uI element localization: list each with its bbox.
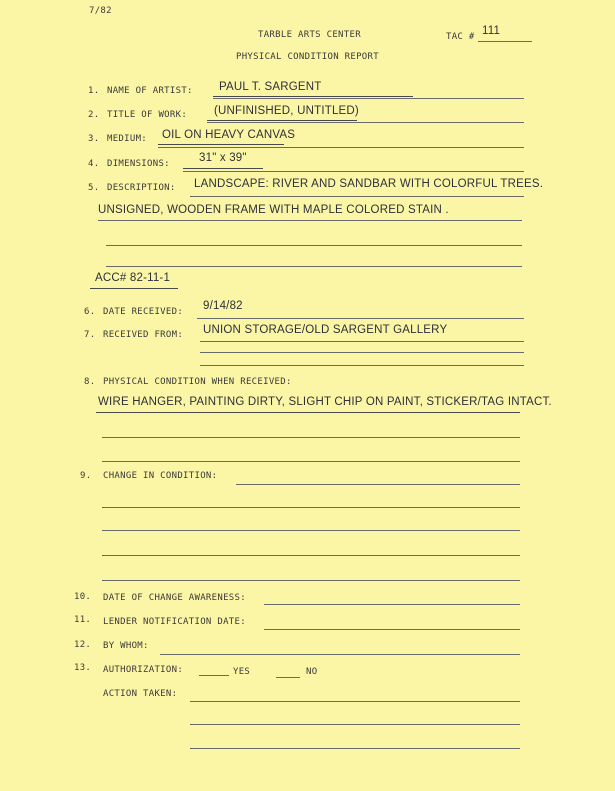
authorization-yes-line bbox=[199, 675, 229, 676]
action-taken-line-1 bbox=[190, 701, 520, 702]
description-line-4 bbox=[106, 266, 522, 267]
title-line bbox=[207, 122, 524, 123]
artist-label: NAME OF ARTIST: bbox=[107, 86, 193, 96]
change-condition-line-1 bbox=[236, 484, 520, 485]
tac-line bbox=[478, 41, 532, 42]
received-from-line-1 bbox=[200, 341, 524, 342]
org-name: TARBLE ARTS CENTER bbox=[258, 30, 361, 40]
artist-line bbox=[213, 98, 524, 99]
item-number: 13. bbox=[74, 663, 92, 673]
title-value: (UNFINISHED, UNTITLED) bbox=[214, 105, 359, 117]
description-value-line-2: UNSIGNED, WOODEN FRAME WITH MAPLE COLORED STAIN . bbox=[98, 204, 449, 216]
artist-underline bbox=[213, 96, 413, 97]
item-number: 5. bbox=[88, 183, 100, 193]
change-condition-label: CHANGE IN CONDITION: bbox=[103, 471, 218, 481]
medium-value: OIL ON HEAVY CANVAS bbox=[162, 129, 296, 141]
condition-received-line-3 bbox=[102, 461, 520, 462]
description-value-line-1: LANDSCAPE: RIVER AND SANDBAR WITH COLORFUL TREES. bbox=[194, 178, 544, 190]
description-line-1 bbox=[190, 196, 524, 197]
authorization-yes-label: YES bbox=[233, 667, 251, 677]
authorization-no-label: NO bbox=[306, 667, 318, 677]
description-line-3 bbox=[106, 245, 522, 246]
item-number: 11. bbox=[74, 615, 92, 625]
change-condition-line-3 bbox=[102, 530, 520, 531]
authorization-no-line bbox=[276, 677, 300, 678]
by-whom-label: BY WHOM: bbox=[103, 641, 149, 651]
tac-label: TAC # bbox=[446, 32, 475, 42]
item-number: 12. bbox=[74, 640, 92, 650]
authorization-label: AUTHORIZATION: bbox=[103, 665, 184, 675]
received-from-label: RECEIVED FROM: bbox=[103, 330, 184, 340]
change-condition-line-4 bbox=[102, 555, 520, 556]
condition-received-line-1 bbox=[96, 412, 520, 413]
dimensions-value: 31" x 39" bbox=[199, 152, 247, 164]
item-number: 4. bbox=[88, 159, 100, 169]
change-condition-line-2 bbox=[102, 507, 520, 508]
form-title: PHYSICAL CONDITION REPORT bbox=[236, 52, 379, 62]
medium-label: MEDIUM: bbox=[107, 134, 148, 144]
condition-received-line-2 bbox=[102, 437, 520, 438]
by-whom-line bbox=[160, 654, 520, 655]
received-from-line-3 bbox=[200, 365, 524, 366]
medium-underline bbox=[158, 144, 284, 145]
item-number: 10. bbox=[74, 592, 92, 602]
change-awareness-label: DATE OF CHANGE AWARENESS: bbox=[103, 593, 246, 603]
date-received-label: DATE RECEIVED: bbox=[103, 307, 184, 317]
item-number: 7. bbox=[84, 330, 96, 340]
action-taken-line-3 bbox=[190, 748, 520, 749]
dimensions-underline bbox=[183, 168, 263, 169]
lender-notification-label: LENDER NOTIFICATION DATE: bbox=[103, 617, 246, 627]
change-awareness-line bbox=[264, 604, 520, 605]
title-underline bbox=[207, 120, 357, 121]
dimensions-line bbox=[183, 171, 524, 172]
item-number: 8. bbox=[84, 377, 96, 387]
date-received-line bbox=[197, 318, 524, 319]
accession-underline bbox=[90, 288, 178, 289]
accession-number: ACC# 82-11-1 bbox=[95, 272, 171, 284]
received-from-value: UNION STORAGE/OLD SARGENT GALLERY bbox=[203, 324, 448, 336]
item-number: 1. bbox=[88, 86, 100, 96]
description-line-2 bbox=[98, 220, 522, 221]
dimensions-label: DIMENSIONS: bbox=[107, 159, 170, 169]
action-taken-label: ACTION TAKEN: bbox=[103, 689, 178, 699]
condition-received-label: PHYSICAL CONDITION WHEN RECEIVED: bbox=[103, 377, 292, 387]
medium-line bbox=[158, 147, 524, 148]
condition-received-value: WIRE HANGER, PAINTING DIRTY, SLIGHT CHIP ON PAINT, STICKER/TAG INTACT. bbox=[98, 396, 552, 408]
received-from-line-2 bbox=[200, 352, 524, 353]
lender-notification-line bbox=[264, 629, 520, 630]
description-label: DESCRIPTION: bbox=[107, 183, 176, 193]
item-number: 6. bbox=[84, 307, 96, 317]
action-taken-line-2 bbox=[190, 724, 520, 725]
item-number: 3. bbox=[88, 134, 100, 144]
artist-value: PAUL T. SARGENT bbox=[219, 81, 322, 93]
item-number: 2. bbox=[88, 110, 100, 120]
date-code: 7/82 bbox=[89, 6, 112, 16]
title-label: TITLE OF WORK: bbox=[107, 110, 188, 120]
change-condition-line-5 bbox=[102, 580, 520, 581]
item-number: 9. bbox=[80, 471, 92, 481]
tac-value: 111 bbox=[482, 25, 501, 37]
date-received-value: 9/14/82 bbox=[203, 300, 243, 312]
